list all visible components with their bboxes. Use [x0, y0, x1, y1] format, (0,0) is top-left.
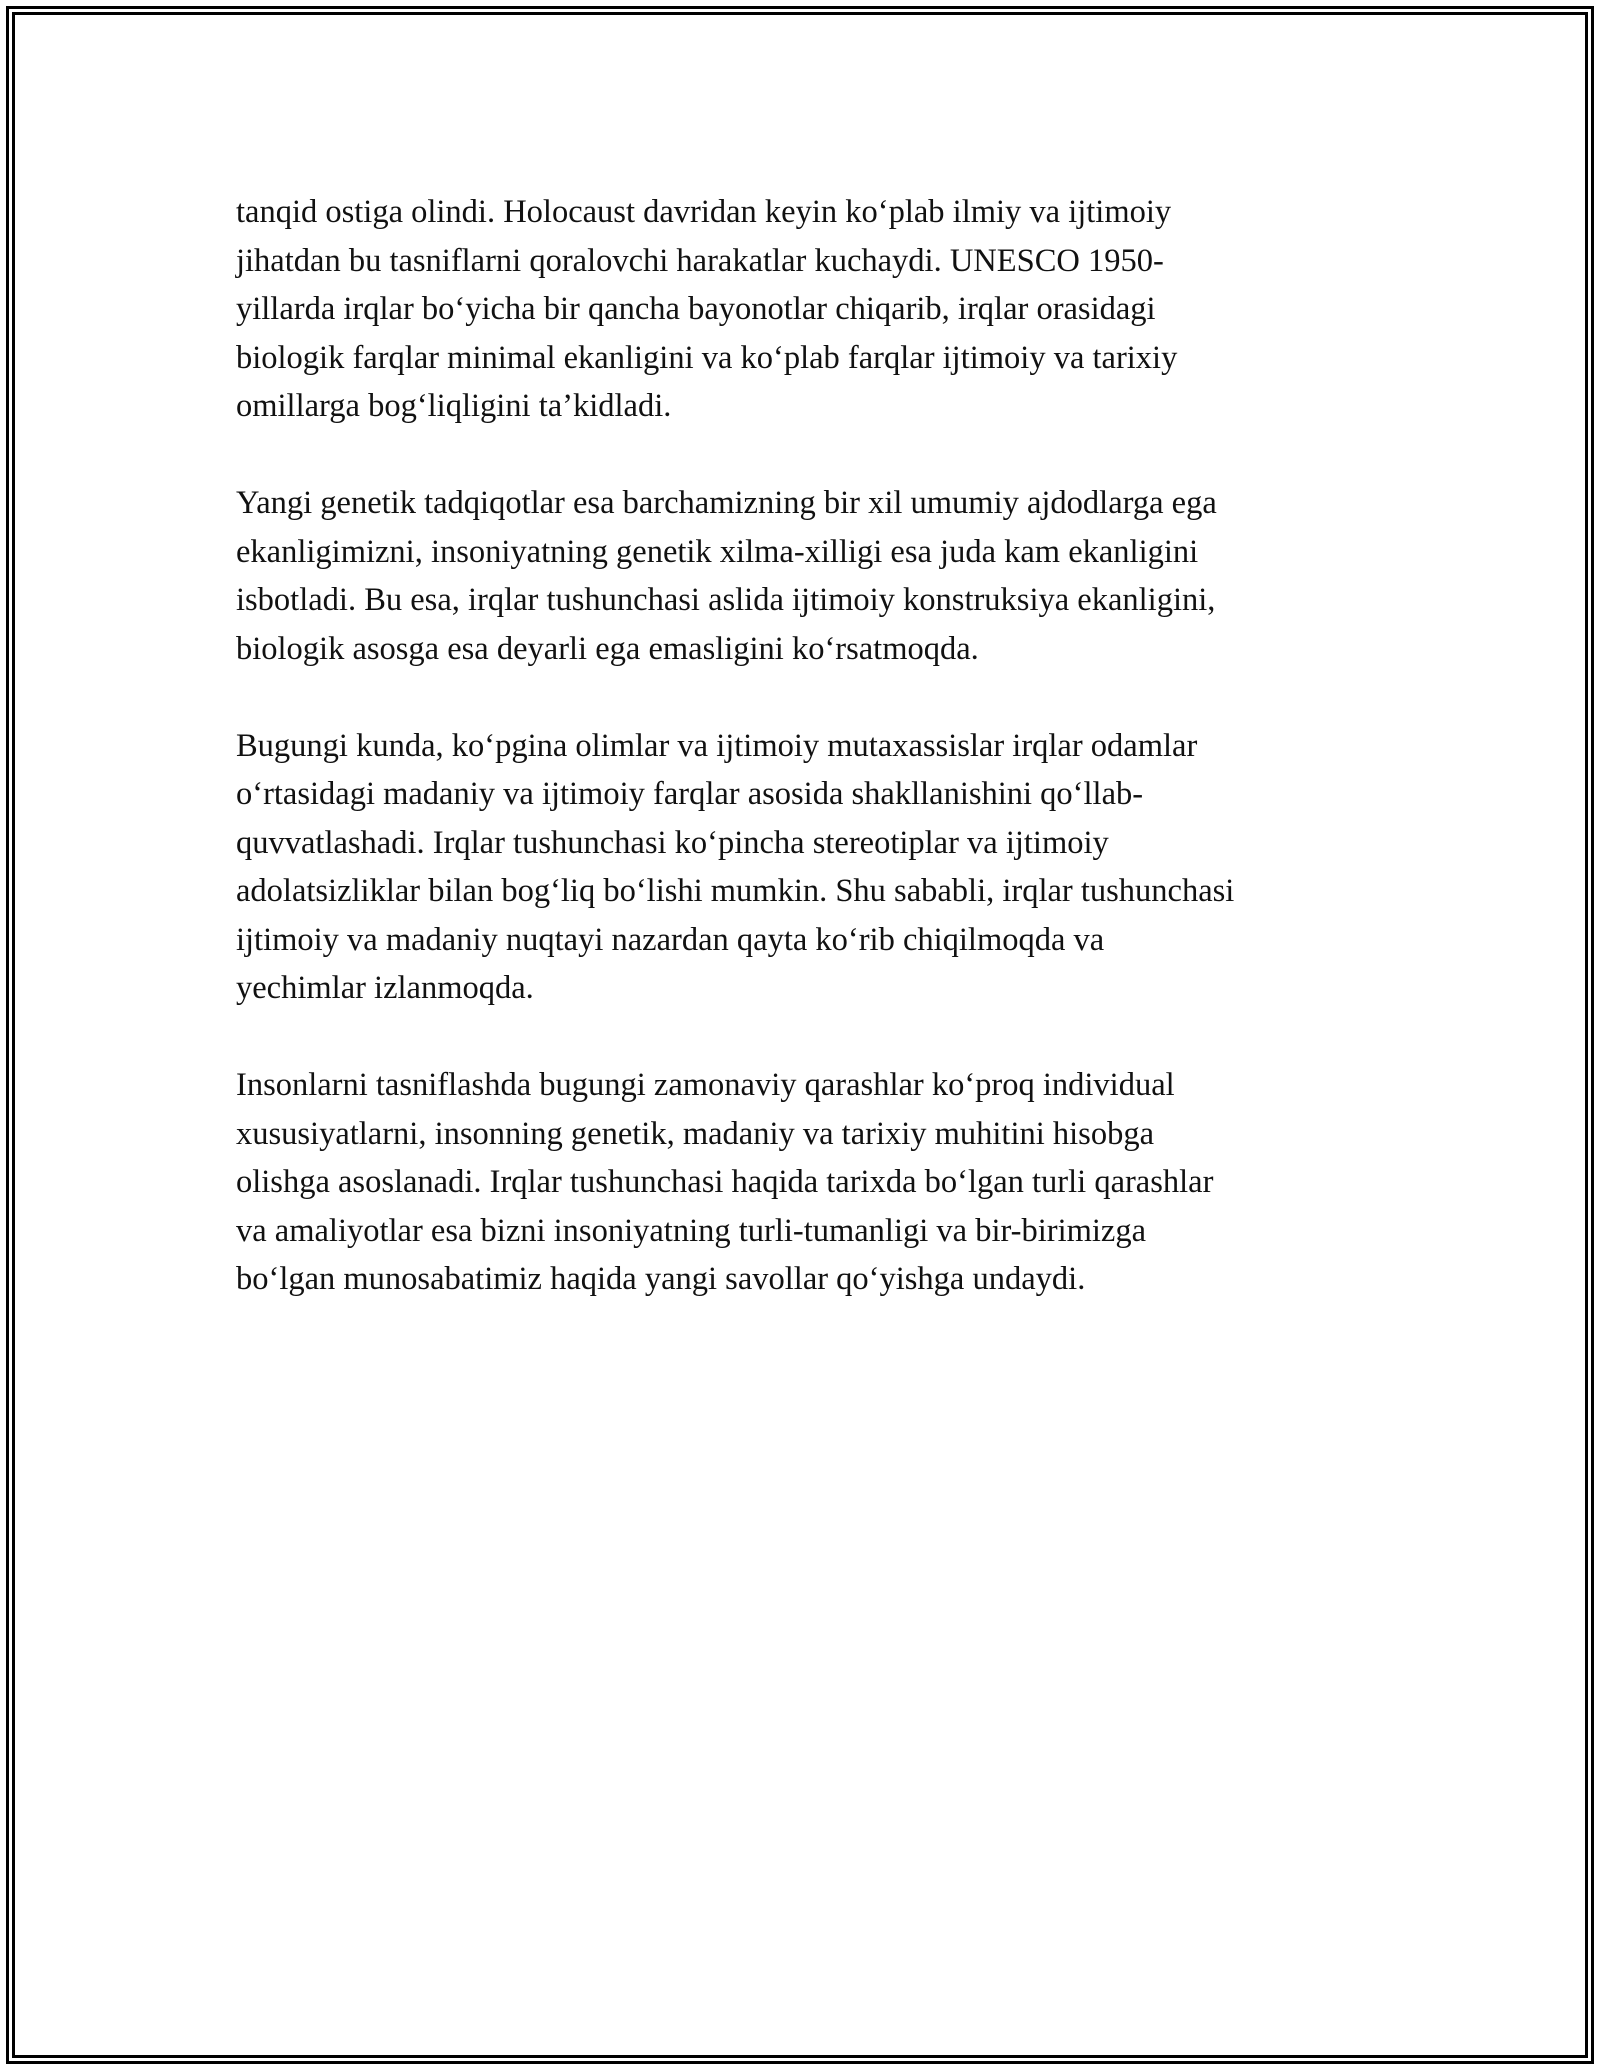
- text-line: yillarda irqlar bo‘yicha bir qancha bayonotlar chiqarib, irqlar orasidagi: [236, 291, 1156, 327]
- text-line: biologik asosga esa deyarli ega emasligini ko‘rsatmoqda.: [236, 630, 979, 667]
- text-line: yechimlar izlanmoqda.: [236, 970, 534, 1006]
- text-line: olishga asoslanadi. Irqlar tushunchasi haqida tarixda bo‘lgan turli qarashlar: [236, 1164, 1214, 1200]
- text-line: Insonlarni tasniflashda bugungi zamonaviy qarashlar ko‘proq individual: [236, 1067, 1175, 1103]
- text-line: bo‘lgan munosabatimiz haqida yangi savollar qo‘yishga undaydi.: [236, 1261, 1086, 1297]
- text-line: o‘rtasidagi madaniy va ijtimoiy farqlar asosida shakllanishini qo‘llab-: [236, 776, 1144, 812]
- paragraph-2: [236, 479, 1376, 673]
- text-line: quvvatlashadi. Irqlar tushunchasi ko‘pincha stereotiplar va ijtimoiy: [236, 824, 1109, 861]
- text-line: biologik farqlar minimal ekanligini va ko‘plab farqlar ijtimoiy va tarixiy: [236, 339, 1178, 376]
- text-line: jihatdan bu tasniflarni qoralovchi harakatlar kuchaydi. UNESCO 1950-: [236, 242, 1164, 279]
- text-line: Bugungi kunda, ko‘pgina olimlar va ijtimoiy mutaxassislar irqlar odamlar: [236, 727, 1198, 764]
- paragraph-3: [236, 722, 1376, 1013]
- text-line: isbotladi. Bu esa, irqlar tushunchasi aslida ijtimoiy konstruksiya ekanligini,: [236, 582, 1216, 618]
- text-line: Yangi genetik tadqiqotlar esa barchamizning bir xil umumiy ajdodlarga ega: [236, 485, 1217, 521]
- paragraph-1: [236, 188, 1376, 431]
- paragraph-4: [236, 1061, 1376, 1304]
- text-line: ekanligimizni, insoniyatning genetik xilma-xilligi esa juda kam ekanligini: [236, 533, 1199, 570]
- text-line: va amaliyotlar esa bizni insoniyatning turli-tumanligi va bir-birimizga: [236, 1212, 1147, 1249]
- text-line: xususiyatlarni, insonning genetik, madaniy va tarixiy muhitini hisobga: [236, 1115, 1154, 1152]
- text-line: adolatsizliklar bilan bog‘liq bo‘lishi mumkin. Shu sababli, irqlar tushunchasi: [236, 873, 1235, 909]
- text-line: omillarga bog‘liqligini ta’kidladi.: [236, 388, 672, 424]
- text-line: ijtimoiy va madaniy nuqtayi nazardan qayta ko‘rib chiqilmoqda va: [236, 921, 1105, 958]
- document-body: [236, 188, 1376, 1352]
- text-line: tanqid ostiga olindi. Holocaust davridan keyin ko‘plab ilmiy va ijtimoiy: [236, 194, 1172, 230]
